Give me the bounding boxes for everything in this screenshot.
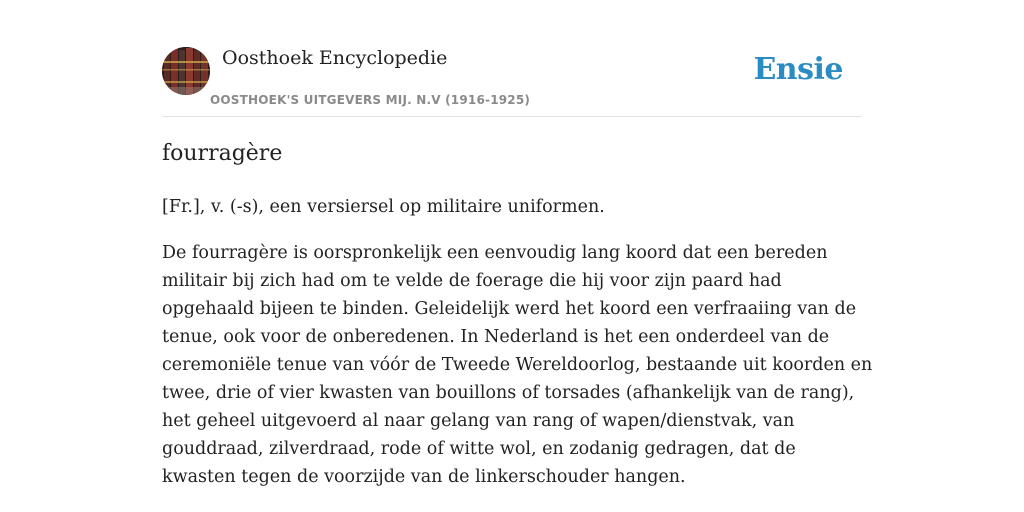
brand-logo[interactable]: Ensie (753, 52, 843, 87)
entry-definition: [Fr.], v. (-s), een versiersel op militaire uniformen. (162, 197, 605, 217)
source-title[interactable]: Oosthoek Encyclopedie (222, 47, 448, 69)
source-header (162, 46, 862, 117)
source-subtitle: OOSTHOEK'S UITGEVERS MIJ. N.V (1916-1925) (210, 93, 531, 107)
entry-title: fourragère (162, 141, 283, 166)
encyclopedia-books-icon[interactable] (162, 47, 210, 95)
entry-body: De fourragère is oorspronkelijk een eenvoudig lang koord dat een bereden militair bij zich had om te velde de foerage die hij voor zijn paard had opgehaald bijeen te binden. Geleidelijk werd het koord een verfraaiing van de tenue, ook voor de onberedenen. In Nederland is het een onderdeel van de ceremoniële tenue van vóór de Tweede Wereldoorlog, bestaande uit koorden en twee, drie of vier kwasten van bouillons of torsades (afhankelijk van de rang), het geheel uitgevoerd al naar gelang van rang of wapen/dienstvak, van gouddraad, zilverdraad, rode of witte wol, en zodanig gedragen, dat de kwasten tegen de voorzijde van de linkerschouder hangen. (162, 243, 873, 487)
